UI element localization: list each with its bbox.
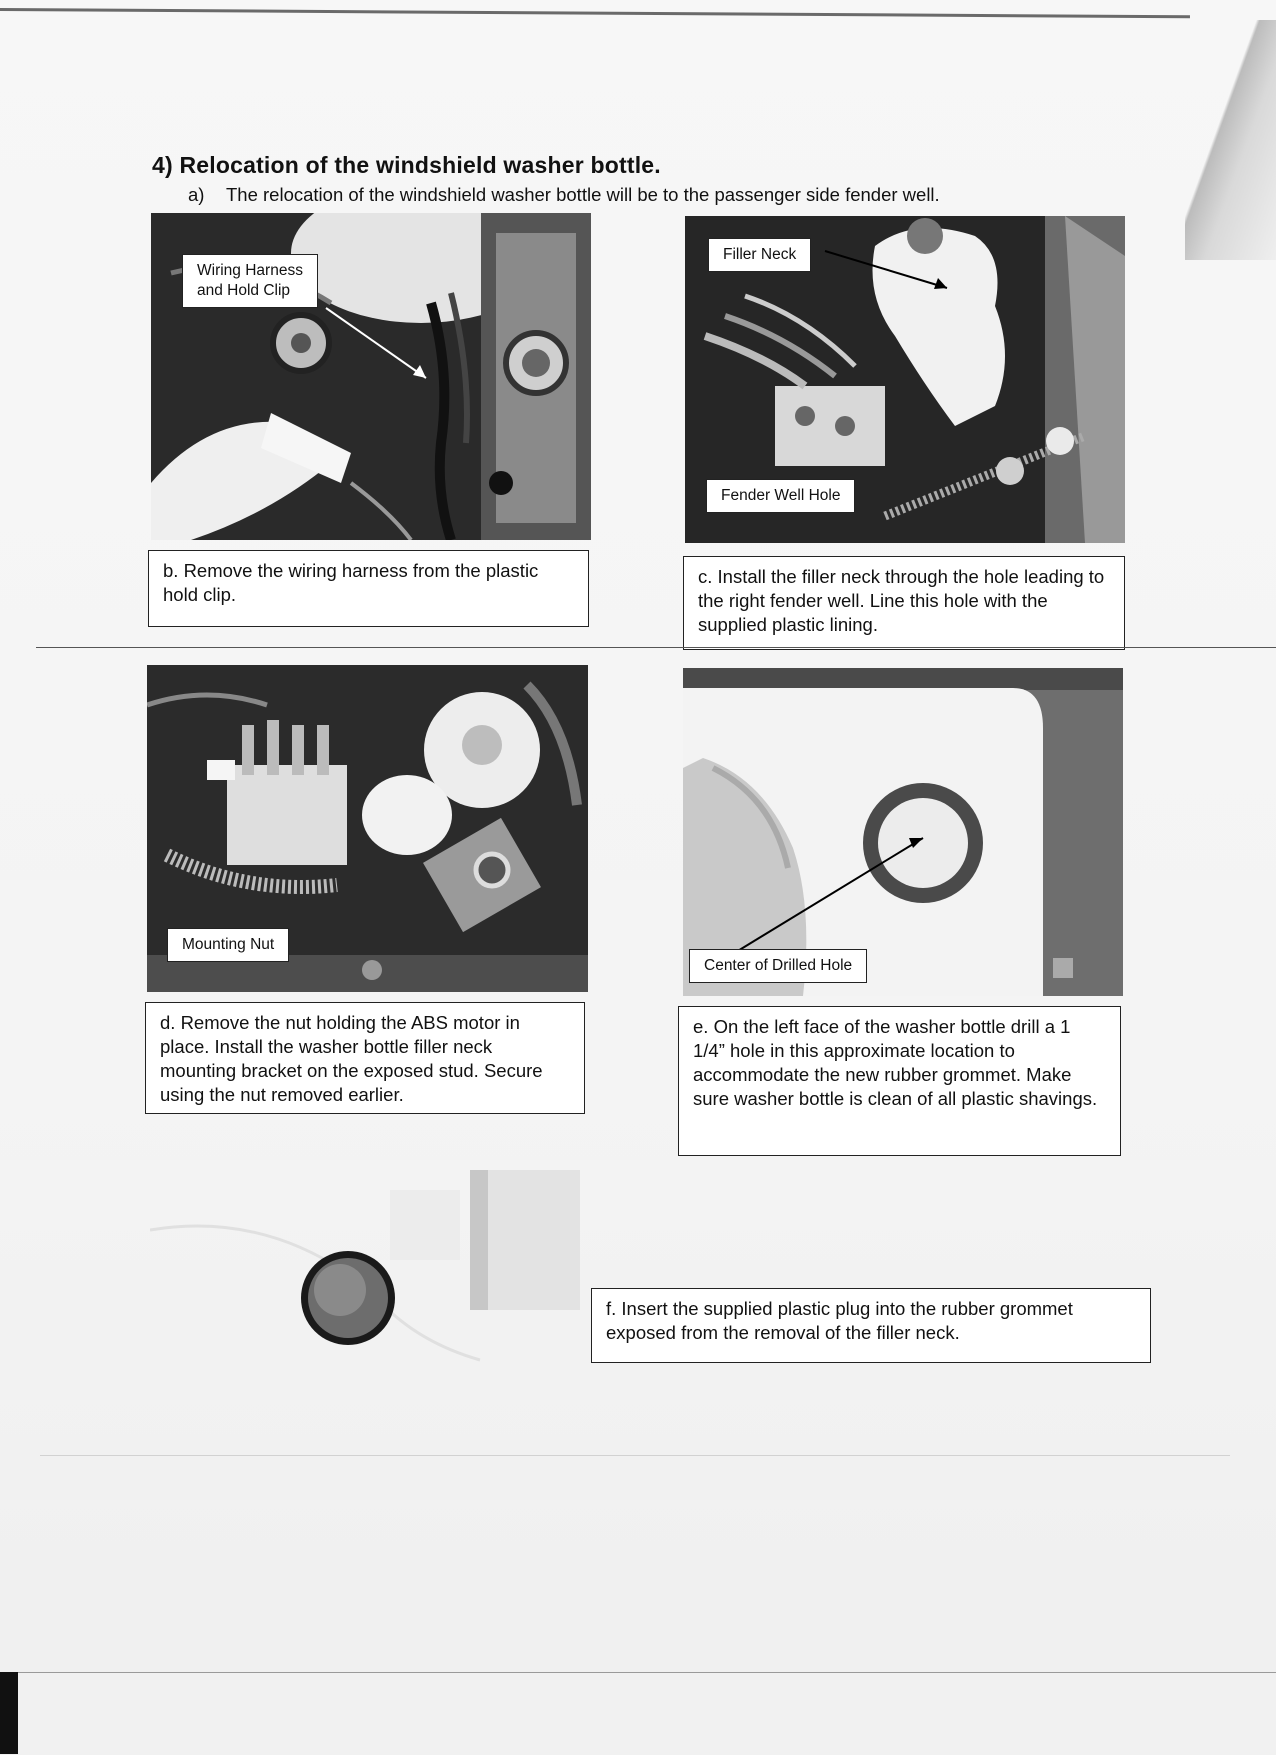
intro-line [188, 184, 940, 206]
callout-center-of-drilled-hole: Center of Drilled Hole [689, 949, 867, 983]
section-title: Relocation of the windshield washer bottle. [179, 152, 661, 178]
scan-bottom-edge [0, 1672, 1276, 1755]
intro-label: a) [188, 184, 205, 205]
step-c-text: c. Install the filler neck through the hole leading to the right fender well. Line this hole with the supplied plastic lining. [683, 556, 1125, 650]
callout-filler-neck: Filler Neck [708, 238, 811, 272]
callout-mounting-nut: Mounting Nut [167, 928, 289, 962]
callout-fender-well-hole: Fender Well Hole [706, 479, 855, 513]
section-number: 4) [152, 152, 173, 178]
callout-wiring-harness-line-1: Wiring Harness [197, 262, 303, 279]
callout-wiring-harness-line-2: and Hold Clip [197, 282, 291, 299]
scan-bottom-left-edge [0, 1672, 18, 1754]
section-heading [152, 152, 661, 179]
scan-folded-corner [1185, 20, 1276, 260]
photo-drilled-hole [683, 668, 1123, 996]
step-f-text: f. Insert the supplied plastic plug into the rubber grommet exposed from the removal of the filler neck. [591, 1288, 1151, 1363]
callout-wiring-harness [182, 254, 318, 308]
faint-rule [40, 1455, 1230, 1456]
intro-text: The relocation of the windshield washer bottle will be to the passenger side fender well. [226, 184, 940, 205]
scan-top-edge [0, 8, 1190, 18]
step-b-text: b. Remove the wiring harness from the plastic hold clip. [148, 550, 589, 627]
photo-plastic-plug [150, 1170, 580, 1370]
step-d-text: d. Remove the nut holding the ABS motor in place. Install the washer bottle filler neck mounting bracket on the exposed stud. Secure using the nut removed earlier. [145, 1002, 585, 1114]
step-e-text: e. On the left face of the washer bottle drill a 1 1/4” hole in this approximate location to accommodate the new rubber grommet. Make sure washer bottle is clean of all plastic shavings. [678, 1006, 1121, 1156]
page-divider [36, 647, 1276, 648]
